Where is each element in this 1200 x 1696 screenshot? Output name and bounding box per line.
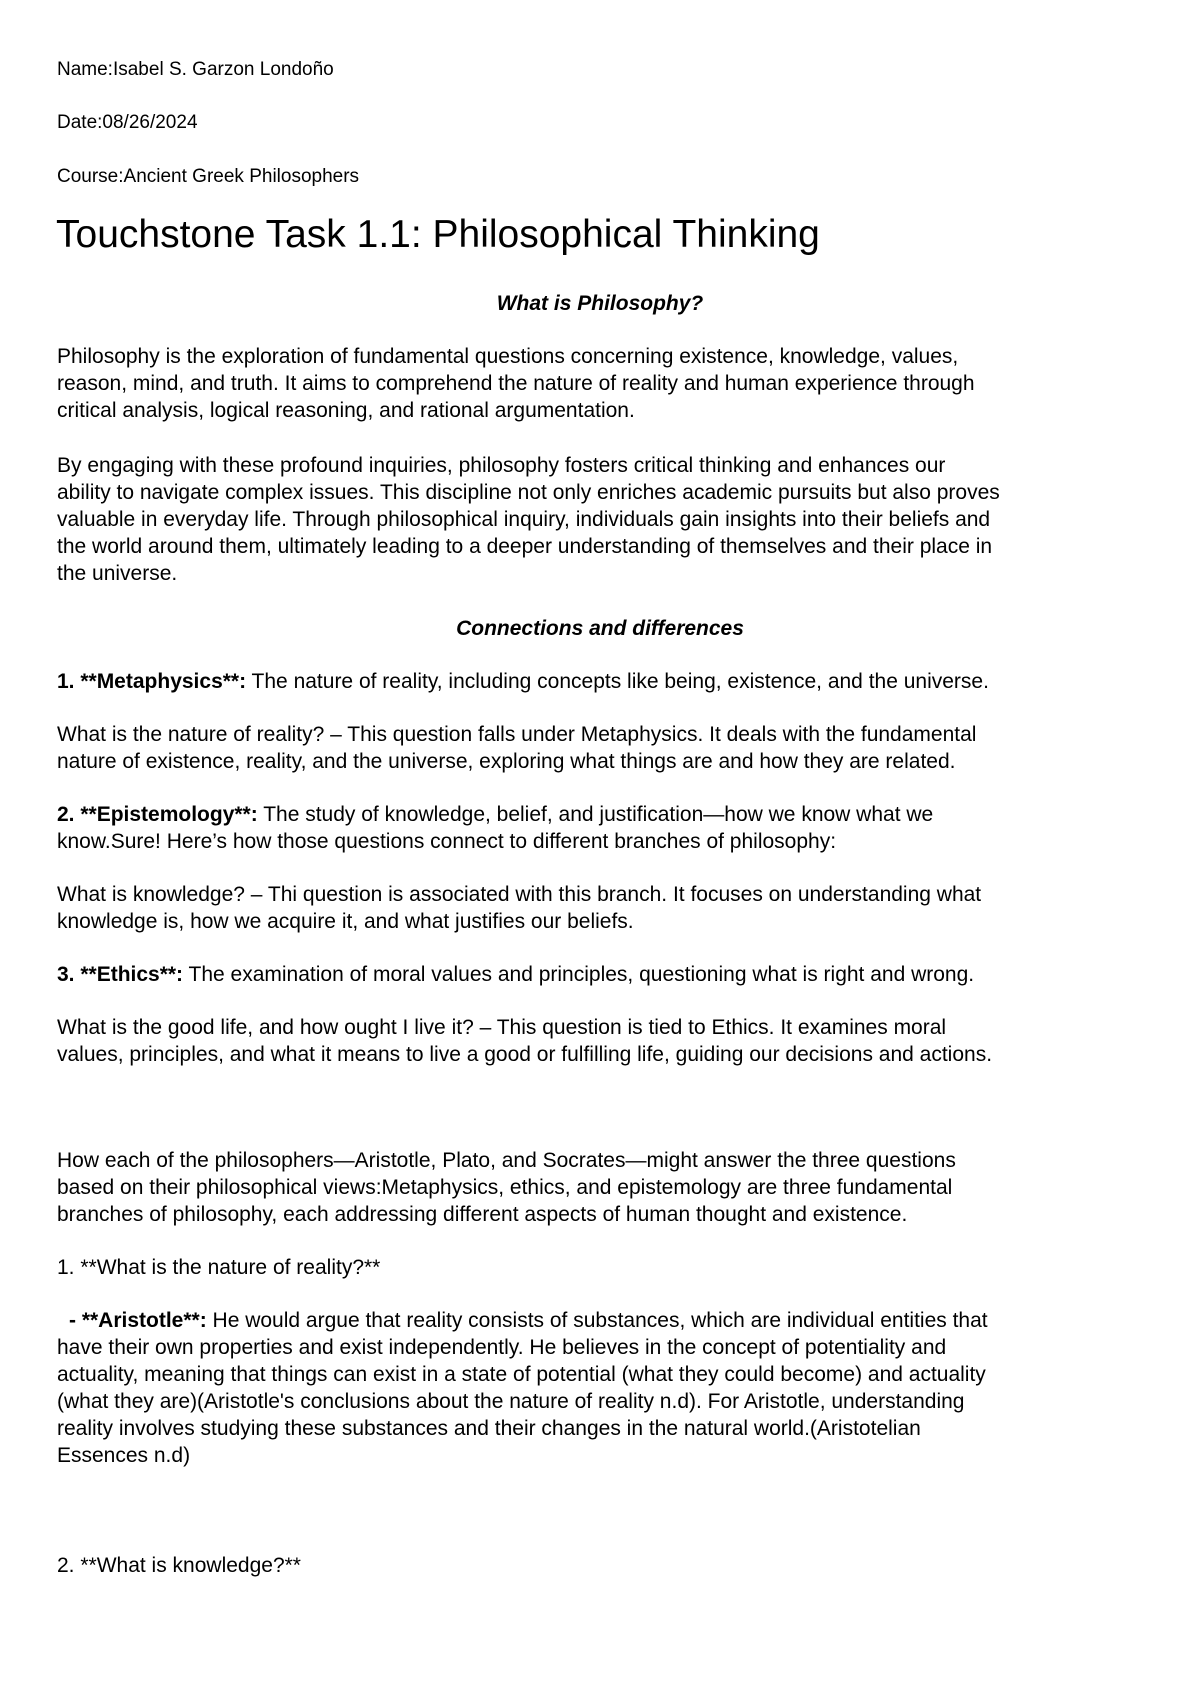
paragraph-line: values, principles, and what it means to live a good or fulfilling life, guiding our decisions and actions.	[57, 1043, 993, 1066]
paragraph-line: How each of the philosophers—Aristotle, Plato, and Socrates—might answer the three questions	[57, 1149, 956, 1172]
question-nature-of-reality: 1. **What is the nature of reality?**	[57, 1256, 381, 1279]
paragraph-line: What is the nature of reality? – This question falls under Metaphysics. It deals with the fundamental	[57, 723, 977, 746]
item-line	[57, 801, 933, 828]
item-line	[69, 1307, 988, 1334]
item-label: 3. **Ethics**:	[57, 963, 184, 986]
paragraph-line: critical analysis, logical reasoning, and rational argumentation.	[57, 399, 635, 422]
paragraph-line: By engaging with these profound inquiries, philosophy fosters critical thinking and enhances our	[57, 454, 946, 477]
student-name: Name:Isabel S. Garzon Londoño	[57, 59, 334, 80]
paragraph-line: nature of existence, reality, and the universe, exploring what things are and how they are related.	[57, 750, 956, 773]
item-text: The examination of moral values and principles, questioning what is right and wrong.	[183, 963, 975, 986]
heading-connections: Connections and differences	[456, 617, 744, 640]
question-what-is-knowledge: 2. **What is knowledge?**	[57, 1554, 301, 1577]
paragraph-line: Philosophy is the exploration of fundamental questions concerning existence, knowledge, values,	[57, 345, 959, 368]
paragraph-line: (what they are)(Aristotle's conclusions about the nature of reality n.d). For Aristotle, understanding	[57, 1390, 965, 1413]
paragraph-line: reason, mind, and truth. It aims to comprehend the nature of reality and human experience through	[57, 372, 975, 395]
paragraph-line: knowledge is, how we acquire it, and what justifies our beliefs.	[57, 910, 634, 933]
paragraph-line: valuable in everyday life. Through philosophical inquiry, individuals gain insights into their beliefs and	[57, 508, 991, 531]
item-label: 1. **Metaphysics**:	[57, 670, 247, 693]
item-text: The nature of reality, including concepts like being, existence, and the universe.	[246, 670, 989, 693]
item-label: - **Aristotle**:	[69, 1309, 207, 1332]
paragraph-line: actuality, meaning that things can exist in a state of potential (what they could become) and actuality	[57, 1363, 986, 1386]
paragraph-line: Essences n.d)	[57, 1444, 191, 1467]
paragraph-line: reality involves studying these substances and their changes in the natural world.(Aristotelian	[57, 1417, 921, 1440]
item-label: 2. **Epistemology**:	[57, 803, 258, 826]
paragraph-line: branches of philosophy, each addressing different aspects of human thought and existence.	[57, 1203, 908, 1226]
course-name: Course:Ancient Greek Philosophers	[57, 166, 360, 187]
document-title: Touchstone Task 1.1: Philosophical Thinking	[56, 213, 820, 256]
paragraph-line: the universe.	[57, 562, 178, 585]
submission-date: Date:08/26/2024	[57, 112, 198, 133]
item-text: He would argue that reality consists of substances, which are individual entities that	[206, 1309, 988, 1332]
paragraph-line: What is knowledge? – Thi question is associated with this branch. It focuses on understanding what	[57, 883, 982, 906]
paragraph-line: have their own properties and exist independently. He believes in the concept of potentiality and	[57, 1336, 947, 1359]
item-text: The study of knowledge, belief, and justification—how we know what we	[257, 803, 934, 826]
heading-what-is-philosophy: What is Philosophy?	[496, 292, 704, 315]
paragraph-line: the world around them, ultimately leading to a deeper understanding of themselves and their place in	[57, 535, 993, 558]
item-line: know.Sure! Here’s how those questions connect to different branches of philosophy:	[57, 830, 837, 853]
paragraph-line: ability to navigate complex issues. This discipline not only enriches academic pursuits but also proves	[57, 481, 1000, 504]
item-ethics	[57, 961, 974, 988]
item-metaphysics	[57, 668, 989, 695]
paragraph-line: based on their philosophical views:Metaphysics, ethics, and epistemology are three fundamental	[57, 1176, 953, 1199]
paragraph-line: What is the good life, and how ought I live it? – This question is tied to Ethics. It examines moral	[57, 1016, 947, 1039]
